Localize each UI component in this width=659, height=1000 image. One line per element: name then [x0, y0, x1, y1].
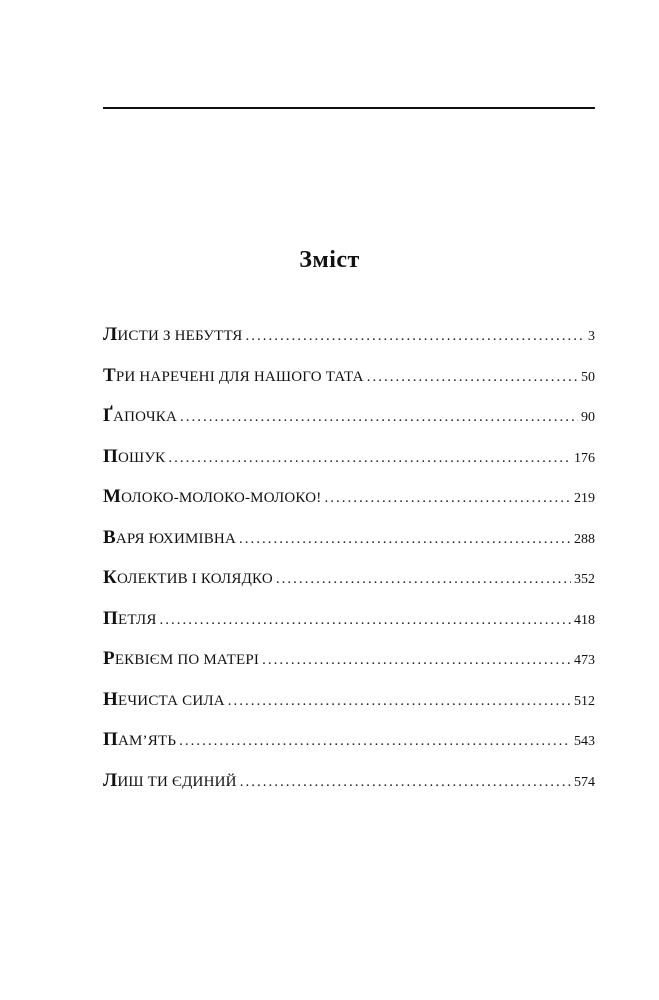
- toc-entry[interactable]: [103, 446, 595, 487]
- toc-entry-page: 90: [581, 410, 595, 425]
- toc-entry-page: 50: [581, 369, 595, 385]
- toc-entry-title: ПАМ’ЯТЬ: [103, 729, 177, 750]
- dot-leader: [239, 531, 571, 548]
- toc-entry-page: 418: [574, 612, 595, 628]
- dot-leader: [228, 693, 571, 710]
- toc-entry-page: 473: [574, 653, 595, 668]
- toc-entry-title: ҐАПОЧКА: [103, 405, 178, 426]
- toc-entry[interactable]: [103, 527, 595, 568]
- dot-leader: [276, 571, 571, 588]
- dot-leader: [160, 612, 571, 629]
- toc-entry-page: 288: [574, 531, 595, 547]
- toc-entry[interactable]: [103, 486, 595, 527]
- toc-entry[interactable]: [103, 365, 595, 406]
- toc-entry-page: 3: [588, 329, 595, 344]
- toc-entry-title: ЛИШ ТИ ЄДИНИЙ: [103, 769, 237, 791]
- header-rule: [103, 107, 595, 109]
- toc-entry-page: 512: [574, 693, 595, 709]
- table-of-contents: [103, 324, 595, 810]
- toc-entry-title: КОЛЕКТИВ І КОЛЯДКО: [103, 567, 273, 588]
- toc-entry[interactable]: [103, 770, 595, 811]
- toc-entry-title: ВАРЯ ЮХИМІВНА: [103, 526, 236, 548]
- toc-entry-title: ПЕТЛЯ: [103, 607, 157, 629]
- toc-entry[interactable]: [103, 648, 595, 689]
- toc-entry[interactable]: [103, 405, 595, 446]
- toc-entry[interactable]: [103, 567, 595, 608]
- dot-leader: [367, 369, 578, 386]
- toc-entry-title: ЛИСТИ З НЕБУТТЯ: [103, 324, 243, 345]
- dot-leader: [180, 409, 578, 426]
- dot-leader: [240, 774, 571, 791]
- toc-entry-title: РЕКВІЄМ ПО МАТЕРІ: [103, 648, 260, 669]
- page-title: Зміст: [299, 247, 360, 273]
- toc-entry[interactable]: [103, 608, 595, 649]
- toc-entry-page: 219: [574, 491, 595, 506]
- toc-entry-title: МОЛОКО-МОЛОКО-МОЛОКО!: [103, 486, 322, 507]
- toc-entry-page: 574: [574, 774, 595, 790]
- toc-entry[interactable]: [103, 729, 595, 770]
- toc-entry-page: 176: [574, 450, 595, 466]
- dot-leader: [245, 328, 585, 345]
- toc-entry[interactable]: [103, 324, 595, 365]
- dot-leader: [179, 733, 571, 750]
- toc-entry-title: ТРИ НАРЕЧЕНІ ДЛЯ НАШОГО ТАТА: [103, 364, 364, 386]
- dot-leader: [168, 450, 571, 467]
- toc-entry-title: НЕЧИСТА СИЛА: [103, 688, 225, 710]
- dot-leader: [262, 652, 571, 669]
- toc-entry-title: ПОШУК: [103, 445, 166, 467]
- toc-entry-page: 543: [574, 734, 595, 749]
- toc-entry[interactable]: [103, 689, 595, 730]
- dot-leader: [324, 490, 571, 507]
- toc-entry-page: 352: [574, 572, 595, 587]
